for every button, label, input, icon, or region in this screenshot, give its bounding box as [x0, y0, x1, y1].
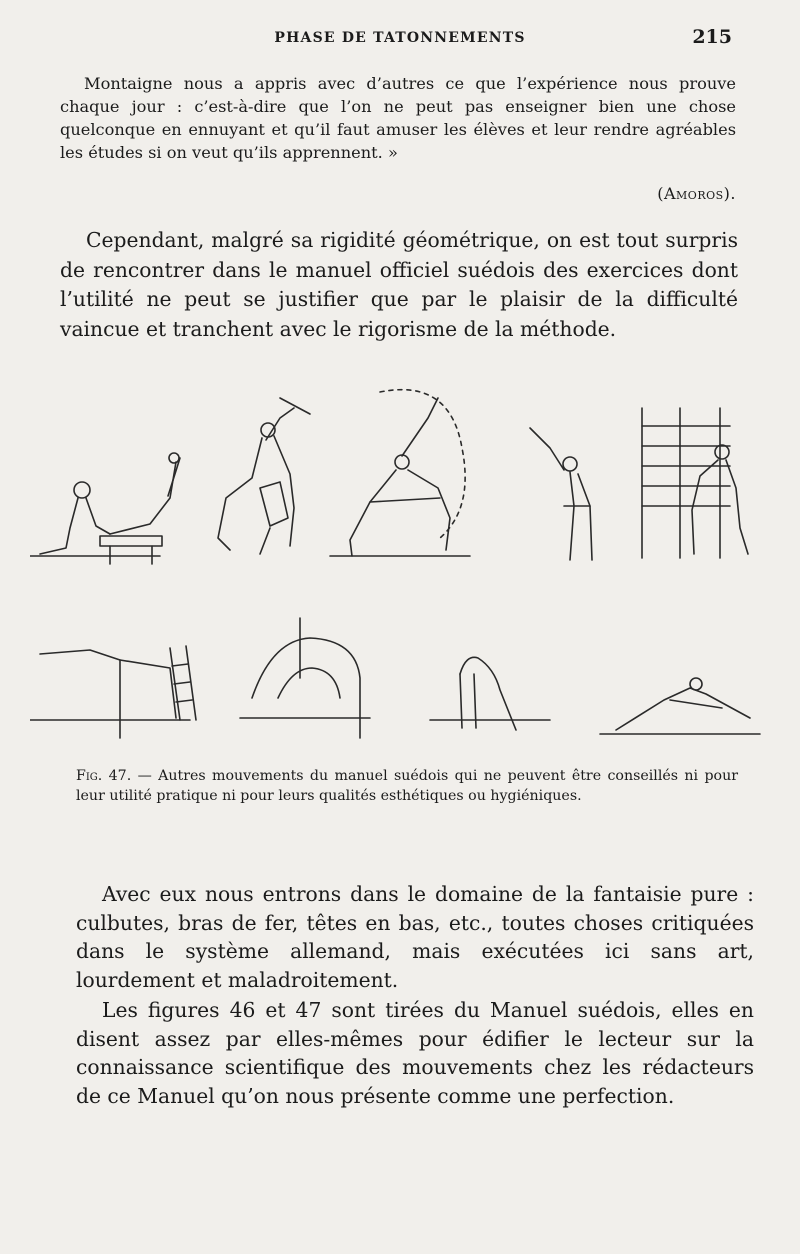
paragraph-3: Les figures 46 et 47 sont tirées du Manuel suédois, elles en disent assez par elles-mêmes pour édifier le lecteur sur la connaissance scientifique des mouvements chez les rédacteurs de ce Manuel qu’on nous présente comme une perfection. [76, 998, 754, 1108]
figure-label: Fig. 47. [76, 768, 132, 784]
exercise-figure-axe-lift [218, 398, 310, 554]
closing-paragraphs [76, 880, 754, 1110]
exercise-figure-wall-bars [642, 408, 748, 558]
running-head [60, 26, 740, 54]
running-title: PHASE DE TATONNEMENTS [274, 30, 526, 46]
exercise-illustrations [30, 378, 770, 754]
exercise-figure-balance-ladder [30, 646, 196, 738]
exercise-figure-floor-split [600, 678, 760, 734]
quotation-text: Montaigne nous a appris avec d’autres ce que l’expérience nous prouve chaque jour : c’est-à-dire que l’on ne peut pas enseigner bien une chose quelconque en ennuyant et qu’il faut amuser les élèves et leur rendre agréables les études si on veut qu’ils apprennent. » [60, 74, 736, 162]
figure-47 [30, 378, 770, 754]
page-number: 215 [692, 26, 732, 48]
exercise-figure-backbend-arch [240, 618, 370, 738]
exercise-figure-forward-fold [430, 657, 550, 730]
quotation-source: (Amoros). [657, 184, 736, 203]
exercise-figure-bench-backbend [30, 453, 180, 564]
paragraph-2: Avec eux nous entrons dans le domaine de la fantaisie pure : culbutes, bras de fer, têtes en bas, etc., toutes choses critiquées dans le système allemand, mais exécutées ici sans art, lourdement et maladroitement. [76, 882, 754, 992]
exercise-figure-arms-raised [530, 428, 592, 560]
figure-caption [76, 766, 738, 806]
quotation [60, 72, 736, 164]
paragraph-1: Cependant, malgré sa rigidité géométrique, on est tout surpris de rencontrer dans le manuel officiel suédois des exercices dont l’utilité ne peut se justifier que par le plaisir de la difficulté vaincue et tranchent avec le rigorisme de la méthode. [60, 228, 738, 341]
paragraph-intro [60, 226, 738, 344]
exercise-figure-arm-swing [330, 390, 470, 556]
figure-caption-text: — Autres mouvements du manuel suédois qui ne peuvent être conseillés ni pour leur utilité pratique ni pour leurs qualités esthétiques ou hygiéniques. [76, 768, 738, 804]
